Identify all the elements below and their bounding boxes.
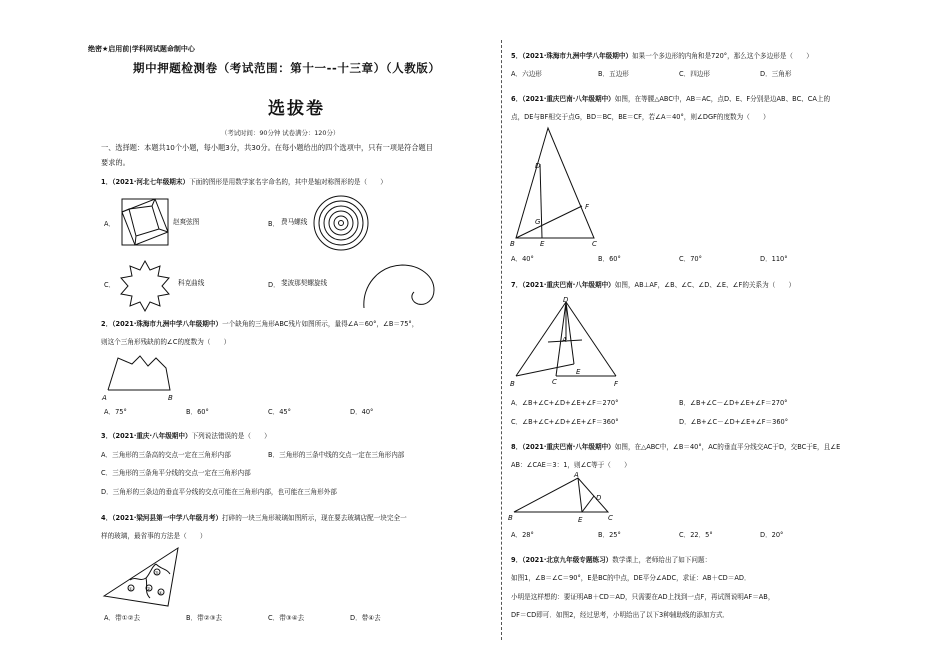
question-source: （2021·重庆巴南·八年级期中） [522, 443, 615, 451]
question-text: 数学课上，老师给出了如下问题： [612, 556, 712, 564]
option-b: B．五边形 [598, 70, 629, 78]
question-6-stem [511, 95, 830, 103]
option-c: C．带③④去 [268, 614, 305, 622]
option-caption: 斐波那契螺旋线 [281, 279, 328, 287]
point-label: E [540, 240, 545, 248]
question-text: 如果一个多边形的内角和是720°，那么这个多边形是（ ） [632, 52, 813, 60]
section-intro-line1: 一、选择题：本题共10个小题，每小题3分，共30分。在每小题给出的四个选项中，只有一项是符合题目 [101, 143, 433, 152]
question-7-stem [511, 281, 795, 289]
option-d: D．110° [760, 255, 788, 263]
question-8-stem [511, 443, 840, 451]
exam-title: 期中押题检测卷（考试范围：第十一--十三章）（人教版） [133, 61, 441, 75]
section-intro-line2: 要求的。 [101, 158, 130, 167]
option-a: A．40° [511, 255, 534, 263]
option-letter: C． [104, 281, 116, 289]
question-number: 3． [101, 432, 113, 440]
question-number: 4． [101, 514, 113, 522]
option-a: A．75° [104, 408, 127, 416]
broken-triangle-figure [100, 352, 180, 404]
question-number: 6． [511, 95, 523, 103]
option-caption: 科克曲线 [178, 279, 205, 287]
point-label: F [585, 203, 590, 211]
vertex-label: A [102, 394, 107, 402]
question-number: 8． [511, 443, 523, 451]
question-1-stem [101, 178, 387, 186]
option-a: A．∠B+∠C+∠D+∠E+∠F＝270° [511, 399, 619, 407]
point-label: C [552, 378, 557, 386]
question-9-line3: 小明是这样想的：要证明AB＋CD＝AD，只需要在AD上找到一点F，再试图说明AF＝AB， [511, 593, 775, 601]
question-2-stem-cont: 则这个三角形残缺前的∠C的度数为（ ） [101, 338, 231, 346]
point-label: B [510, 380, 515, 388]
point-label: A [562, 336, 567, 344]
option-d: D．三角形的三条边的垂直平分线的交点可能在三角形内部，也可能在三角形外部 [101, 488, 337, 496]
question-4-stem [101, 514, 407, 522]
option-d: D．20° [760, 531, 784, 539]
question-text: 如图，AB⊥AF，∠B、∠C、∠D、∠E、∠F的关系为（ ） [614, 281, 796, 289]
fibonacci-spiral-figure [360, 262, 438, 312]
option-b: B．25° [598, 531, 621, 539]
point-label: D [535, 162, 541, 170]
option-a: A．28° [511, 531, 534, 539]
question-text: 打碎的一块三角形玻璃如图所示，现在要去玻璃店配一块完全一 [222, 514, 407, 522]
option-b: B．三角形的三条中线的交点一定在三角形内部 [268, 451, 405, 459]
point-label: E [576, 368, 581, 376]
point-label: E [578, 516, 583, 524]
question-text: 一个缺角的三角形ABC残片如图所示，量得∠A＝60°，∠B＝75°， [222, 320, 419, 328]
question-number: 1． [101, 178, 113, 186]
column-divider [501, 40, 502, 640]
perpendicular-bisector-figure [508, 472, 616, 528]
option-a: A．六边形 [511, 70, 542, 78]
piece-label: ④ [158, 591, 163, 597]
option-caption: 费马螺线 [281, 218, 308, 226]
option-b: B．∠B+∠C－∠D+∠E+∠F＝270° [679, 399, 788, 407]
option-c: C．∠B+∠C+∠D+∠E+∠F＝360° [511, 418, 619, 426]
vertex-label: B [168, 394, 173, 402]
option-letter: B． [268, 220, 280, 228]
option-a: A．带①②去 [104, 614, 141, 622]
confidential-mark: 绝密★启用前|学科网试题命制中心 [88, 45, 195, 53]
broken-glass-figure [100, 546, 182, 608]
question-source: （2021·重庆巴南·八年级期中） [522, 281, 615, 289]
point-label: C [608, 514, 613, 522]
point-label: G [535, 218, 541, 226]
question-6-stem-cont: 点，DE与BF相交于点G，BD＝BC，BE＝CF，若∠A＝40°，则∠DGF的度数为（ ） [511, 113, 770, 121]
option-c: C．四边形 [679, 70, 710, 78]
question-8-stem-cont: AB：∠CAE＝3：1，则∠C等于（ ） [511, 461, 631, 469]
option-letter: D． [268, 281, 280, 289]
question-source: （2021·河北七年级期末） [112, 178, 190, 186]
koch-snowflake-figure [117, 260, 173, 312]
zhaoshuang-figure [121, 198, 169, 246]
question-4-stem-cont: 样的玻璃，最省事的方法是（ ） [101, 532, 207, 540]
question-source: （2021·梁河县第一中学八年级月考） [112, 514, 223, 522]
question-number: 2． [101, 320, 113, 328]
question-number: 9． [511, 556, 523, 564]
point-label: D [596, 494, 602, 502]
point-label: B [508, 514, 513, 522]
question-3-stem [101, 432, 271, 440]
option-c: C．三角形的三条角平分线的交点一定在三角形内部 [101, 469, 251, 477]
question-2-stem [101, 320, 418, 328]
isosceles-triangle-figure [508, 124, 608, 248]
option-b: B．带②③去 [186, 614, 223, 622]
question-5-stem [511, 52, 813, 60]
exam-subtitle: 选拔卷 [268, 99, 325, 119]
question-source: （2021·珠海市九洲中学八年级期中） [112, 320, 223, 328]
point-label: F [614, 380, 619, 388]
option-c: C．45° [268, 408, 291, 416]
question-source: （2021·北京九年级专题练习） [522, 556, 613, 564]
question-text: 下面的图形是用数学家名字命名的，其中是轴对称图形的是（ ） [189, 178, 387, 186]
point-label: C [592, 240, 597, 248]
piece-label: ① [128, 587, 133, 593]
option-caption: 赵爽弦图 [173, 218, 200, 226]
option-b: B．60° [598, 255, 621, 263]
point-label: B [510, 240, 515, 248]
question-source: （2021·重庆巴南·八年级期中） [522, 95, 615, 103]
angle-relation-figure [508, 294, 632, 392]
option-b: B．60° [186, 408, 209, 416]
point-label: D [563, 296, 569, 304]
option-d: D．带④去 [350, 614, 381, 622]
option-letter: A． [104, 220, 116, 228]
exam-info: （考试时间：90分钟 试卷满分：120分） [221, 129, 340, 137]
piece-label: ② [146, 587, 151, 593]
question-number: 5． [511, 52, 523, 60]
fermat-spiral-figure [313, 195, 369, 251]
piece-label: ③ [154, 571, 159, 577]
option-c: C．22．5° [679, 531, 713, 539]
option-d: D．三角形 [760, 70, 792, 78]
point-label: A [574, 471, 579, 479]
option-d: D．40° [350, 408, 374, 416]
option-a: A．三角形的三条高的交点一定在三角形内部 [101, 451, 231, 459]
question-number: 7． [511, 281, 523, 289]
question-source: （2021·重庆·八年级期中） [112, 432, 192, 440]
question-text: 如图，在等腰△ABC中，AB＝AC，点D、E、F分别是边AB、BC、CA上的 [614, 95, 831, 103]
option-d: D．∠B+∠C－∠D+∠E+∠F＝360° [679, 418, 789, 426]
question-source: （2021·珠海市九洲中学八年级期中） [522, 52, 633, 60]
question-text: 下列说法错误的是（ ） [191, 432, 271, 440]
question-text: 如图，在△ABC中，∠B＝40°，AC的垂直平分线交AC于D，交BC于E，且∠E [614, 443, 841, 451]
question-9-line2: 如图1，∠B＝∠C＝90°，E是BC的中点，DE平分∠ADC，求证：AB＋CD＝AD． [511, 574, 751, 582]
question-9-line4: DF＝CD即可．如图2，经过思考，小明给出了以下3种辅助线的添加方式． [511, 611, 730, 619]
question-9-stem [511, 556, 711, 564]
option-c: C．70° [679, 255, 702, 263]
